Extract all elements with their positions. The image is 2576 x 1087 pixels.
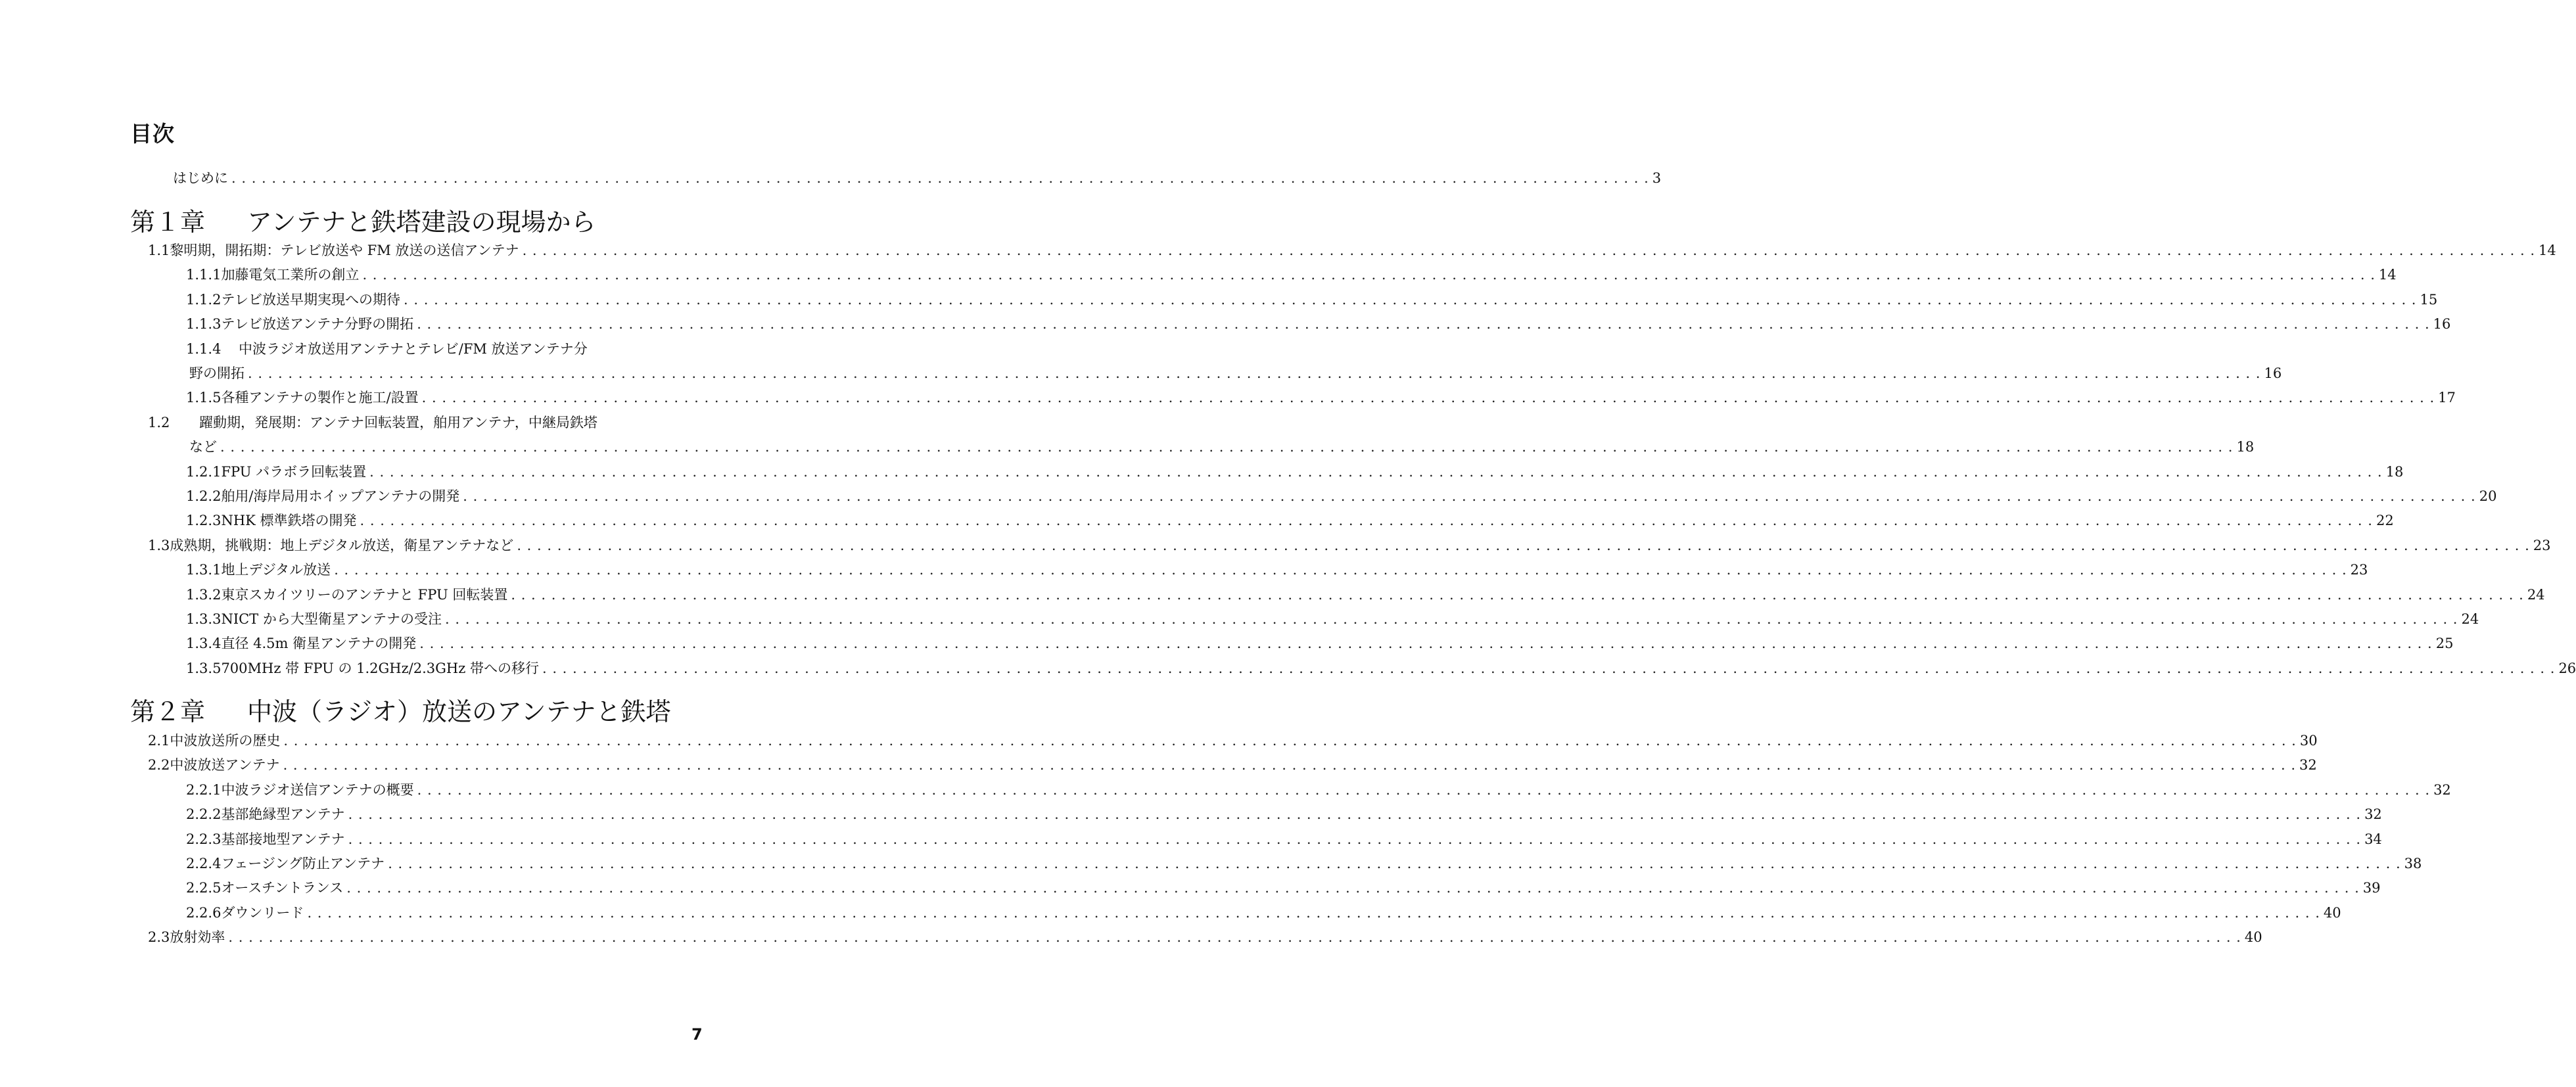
toc-entry-number: 1.3.5 <box>186 660 222 676</box>
toc-entry-label: ダウンリード <box>221 905 304 921</box>
toc-entry[interactable] <box>186 461 2404 483</box>
leader-dots: . . . . . . . . . . . . . . . . . . . . . . . . . . . . . . . . . . . . . . . . . . . . . . . . . . . . . . . . . . . . . . . . . . . . . . . . . . . . . . . . . . . . . . . . . . . . . . . . . . . . . . . . . . . . . . . . . . . . . . . . . . . . . . . . . . . . . . . . . . . . . . . . . . . . . . . . . . . . . . . . . . . . . . . . . . . . . . . . . . . . . . . . . . . . . . . . . . . . . . . . <box>421 390 2435 405</box>
toc-entry[interactable] <box>148 729 2318 752</box>
toc-entry-label: 黎明期，開拓期：テレビ放送や FM 放送の送信アンテナ <box>170 243 519 258</box>
leader-dots: . . . . . . . . . . . . . . . . . . . . . . . . . . . . . . . . . . . . . . . . . . . . . . . . . . . . . . . . . . . . . . . . . . . . . . . . . . . . . . . . . . . . . . . . . . . . . . . . . . . . . . . . . . . . . . . . . . . . . . . . . . . . . . . . . . . . . . . . . . . . . . . . . . . . . . . . . . . . . . . . . . . . . . . . . . . . . . . . . . . . . . . . . . . . . . . . . . . . . . . . <box>283 757 2297 773</box>
toc-entry-label: NICT から大型衛星アンテナの受注 <box>221 611 442 627</box>
toc-entry-page: 14 <box>2378 267 2397 283</box>
toc-entry-page: 38 <box>2404 856 2422 871</box>
toc-entry[interactable] <box>148 926 2262 948</box>
leader-dots: . . . . . . . . . . . . . . . . . . . . . . . . . . . . . . . . . . . . . . . . . . . . . . . . . . . . . . . . . . . . . . . . . . . . . . . . . . . . . . . . . . . . . . . . . . . . . . . . . . . . . . . . . . . . . . . . . . . . . . . . . . . . . . . . . . . . . . . . . . . . . . . . . . . . . . . . . . . . . . . . . . . . . . . . . . . . . . . . . . . . . . . . . . . . . . . . . . . . . . . . <box>542 660 2556 676</box>
toc-entry[interactable] <box>186 584 2545 606</box>
toc-entry-page: 39 <box>2362 880 2381 896</box>
toc-entry[interactable] <box>186 289 2438 311</box>
toc-entry[interactable] <box>148 754 2317 776</box>
toc-entry-number: 2.2.6 <box>186 905 222 921</box>
toc-entry[interactable] <box>186 559 2368 581</box>
toc-entry-page: 23 <box>2350 562 2368 578</box>
toc-entry-page: 40 <box>2323 905 2341 921</box>
toc-entry-page: 25 <box>2435 636 2454 651</box>
toc-entry-continuation[interactable] <box>189 436 2255 458</box>
chapter-number: 第２章 <box>130 697 206 726</box>
toc-entry-page: 16 <box>2264 365 2282 381</box>
leader-dots: . . . . . . . . . . . . . . . . . . . . . . . . . . . . . . . . . . . . . . . . . . . . . . . . . . . . . . . . . . . . . . . . . . . . . . . . . . . . . . . . . . . . . . . . . . . . . . . . . . . . . . . . . . . . . . . . . . . . . . . . . . . . . . . . . . . . . . . . . . . . . . . . . . . . . . . . . . . . . . . . . . . . . . . . . . . . . . . . . . . . . . . . . . . . . . . . . . . . . . . . <box>419 636 2433 651</box>
toc-entry[interactable] <box>186 338 649 360</box>
toc-entry-page: 30 <box>2299 733 2318 749</box>
leader-dots: . . . . . . . . . . . . . . . . . . . . . . . . . . . . . . . . . . . . . . . . . . . . . . . . . . . . . . . . . . . . . . . . . . . . . . . . . . . . . . . . . . . . . . . . . . . . . . . . . . . . . . . . . . . . . . . . . . . . . . . . . . . . . . . . . . . . . . . . . . . . . . . . . . . . . . . . . . . . . . . . . . . . . . . . . . . . . . . . . . . . . . . . . . . . . . . . . . . . . . . . <box>417 316 2430 332</box>
toc-entry-number: 2.3 <box>148 929 170 945</box>
toc-entry-number: 2.2.5 <box>186 880 222 896</box>
leader-dots: . . . . . . . . . . . . . . . . . . . . . . . . . . . . . . . . . . . . . . . . . . . . . . . . . . . . . . . . . . . . . . . . . . . . . . . . . . . . . . . . . . . . . . . . . . . . . . . . . . . . . . . . . . . . . . . . . . . . . . . . . . . . . . . . . . . . . . . . . . . . . . . . . . . . . . . . . . . . . . . . . . . . . . . . . . . . . . . . . . . . . . . . . . . . . . . . . . . . . . . . <box>517 538 2530 553</box>
toc-entry-label: 舶用/海岸局用ホイップアンテナの開発 <box>221 488 460 504</box>
toc-entry[interactable] <box>186 386 2456 409</box>
toc-entry-number: 1.1.2 <box>186 292 222 308</box>
page-number: 7 <box>691 1025 703 1044</box>
toc-entry[interactable] <box>186 657 2576 680</box>
toc-entry-label: 中波放送アンテナ <box>170 757 280 773</box>
toc-entry-number: 1.1.1 <box>186 267 222 283</box>
toc-entry-label-continued: 野の開拓 <box>189 365 245 381</box>
toc-entry-number: 1.2.3 <box>186 513 222 528</box>
toc-entry-label: 地上デジタル放送 <box>221 562 331 578</box>
toc-entry-label: 基部絶縁型アンテナ <box>221 806 345 822</box>
leader-dots: . . . . . . . . . . . . . . . . . . . . . . . . . . . . . . . . . . . . . . . . . . . . . . . . . . . . . . . . . . . . . . . . . . . . . . . . . . . . . . . . . . . . . . . . . . . . . . . . . . . . . . . . . . . . . . . . . . . . . . . . . . . . . . . . . . . . . . . . . . . . . . . . . . . . . . . . . . . . . . . . . . . . . . . . . . . . . . . . . . . . . . . . . . . . . . . . . . . . . . . . <box>362 267 2376 283</box>
toc-entry-label: テレビ放送アンテナ分野の開拓 <box>221 316 414 332</box>
toc-entry-page: 32 <box>2299 757 2317 773</box>
toc-entry-label: 直径 4.5m 衛星アンテナの開発 <box>221 636 417 651</box>
toc-entry-page: 14 <box>2539 243 2556 258</box>
toc-entry-number: 2.2.2 <box>186 806 222 822</box>
toc-entry-page: 15 <box>2420 292 2438 308</box>
toc-entry-label: 各種アンテナの製作と施工/設置 <box>221 390 419 405</box>
toc-entry-number: 1.3.3 <box>186 611 222 627</box>
toc-entry-number: 1.1.3 <box>186 316 222 332</box>
toc-entry-number: 1.2.2 <box>186 488 222 504</box>
toc-entry-number: 2.2.4 <box>186 856 222 871</box>
toc-entry-number: 1.3 <box>148 538 170 553</box>
toc-entry-number: 2.1 <box>148 733 170 749</box>
leader-dots: . . . . . . . . . . . . . . . . . . . . . . . . . . . . . . . . . . . . . . . . . . . . . . . . . . . . . . . . . . . . . . . . . . . . . . . . . . . . . . . . . . . . . . . . . . . . . . . . . . . . . . . . . . . . . . . . . . . . . . . . . . . . . . . . . . . . . . . . . . . . . <box>231 170 1649 186</box>
leader-dots: . . . . . . . . . . . . . . . . . . . . . . . . . . . . . . . . . . . . . . . . . . . . . . . . . . . . . . . . . . . . . . . . . . . . . . . . . . . . . . . . . . . . . . . . . . . . . . . . . . . . . . . . . . . . . . . . . . . . . . . . . . . . . . . . . . . . . . . . . . . . . . . . . . . . . . . . . . . . . . . . . . . . . . . . . . . . . . . . . . . . . . . . . . . . . . . . . . . . . . . . <box>360 513 2373 528</box>
toc-entry-label: 躍動期，発展期：アンテナ回転装置，舶用アンテナ，中継局鉄塔 <box>199 415 597 430</box>
toc-entry-page: 40 <box>2244 929 2262 945</box>
toc-entry[interactable] <box>186 852 2422 875</box>
leader-dots: . . . . . . . . . . . . . . . . . . . . . . . . . . . . . . . . . . . . . . . . . . . . . . . . . . . . . . . . . . . . . . . . . . . . . . . . . . . . . . . . . . . . . . . . . . . . . . . . . . . . . . . . . . . . . . . . . . . . . . . . . . . . . . . . . . . . . . . . . . . . . . . . . . . . . . . . . . . . . . . . . . . . . . . . . . . . . . . . . . . . . . . . . . . . . . . . . . . . . . . . <box>417 782 2431 798</box>
toc-entry-continuation[interactable] <box>189 362 2282 384</box>
toc-entry-label: オースチントランス <box>221 880 344 896</box>
toc-entry[interactable] <box>186 313 2451 335</box>
toc-entry-page: 22 <box>2376 513 2394 528</box>
toc-entry-label: はじめに <box>173 170 228 186</box>
chapter-heading-1 <box>130 206 596 239</box>
toc-entry[interactable] <box>186 803 2382 825</box>
leader-dots: . . . . . . . . . . . . . . . . . . . . . . . . . . . . . . . . . . . . . . . . . . . . . . . . . . . . . . . . . . . . . . . . . . . . . . . . . . . . . . . . . . . . . . . . . . . . . . . . . . . . . . . . . . . . . . . . . . . . . . . . . . . . . . . . . . . . . . . . . . . . . . . . . . . . . . . . . . . . . . . . . . . . . . . . . . . . . . . . . . . . . . . . . . . . . . . . . . . . . . . . <box>522 243 2536 258</box>
leader-dots: . . . . . . . . . . . . . . . . . . . . . . . . . . . . . . . . . . . . . . . . . . . . . . . . . . . . . . . . . . . . . . . . . . . . . . . . . . . . . . . . . . . . . . . . . . . . . . . . . . . . . . . . . . . . . . . . . . . . . . . . . . . . . . . . . . . . . . . . . . . . . . . . . . . . . . . . . . . . . . . . . . . . . . . . . . . . . . . . . . . . . . . . . . . . . . . . . . . . . . . . <box>283 733 2297 749</box>
chapter-title: 中波（ラジオ）放送のアンテナと鉄塔 <box>247 697 671 726</box>
leader-dots: . . . . . . . . . . . . . . . . . . . . . . . . . . . . . . . . . . . . . . . . . . . . . . . . . . . . . . . . . . . . . . . . . . . . . . . . . . . . . . . . . . . . . . . . . . . . . . . . . . . . . . . . . . . . . . . . . . . . . . . . . . . . . . . . . . . . . . . . . . . . . . . . . . . . . . . . . . . . . . . . . . . . . . . . . . . . . . . . . . . . . . . . . . . . . . . . . . . . . . . . <box>334 562 2347 578</box>
toc-entry-number: 2.2.1 <box>186 782 222 798</box>
toc-entry[interactable] <box>186 877 2381 899</box>
toc-entry-label: 基部接地型アンテナ <box>221 831 345 847</box>
toc-entry-page: 18 <box>2236 439 2255 455</box>
toc-entry-number: 2.2.3 <box>186 831 222 847</box>
toc-entry[interactable] <box>148 534 2551 557</box>
leader-dots: . . . . . . . . . . . . . . . . . . . . . . . . . . . . . . . . . . . . . . . . . . . . . . . . . . . . . . . . . . . . . . . . . . . . . . . . . . . . . . . . . . . . . . . . . . . . . . . . . . . . . . . . . . . . . . . . . . . . . . . . . . . . . . . . . . . . . . . . . . . . . . . . . . . . . . . . . . . . . . . . . . . . . . . . . . . . . . . . . . . . . . . . . . . . . . . . . . . . . . . . <box>404 292 2417 308</box>
toc-entry-number: 1.2.1 <box>186 464 222 480</box>
toc-entry[interactable] <box>148 239 2556 262</box>
leader-dots: . . . . . . . . . . . . . . . . . . . . . . . . . . . . . . . . . . . . . . . . . . . . . . . . . . . . . . . . . . . . . . . . . . . . . . . . . . . . . . . . . . . . . . . . . . . . . . . . . . . . . . . . . . . . . . . . . . . . . . . . . . . . . . . . . . . . . . . . . . . . . . . . . . . . . . . . . . . . . . . . . . . . . . . . . . . . . . . . . . . . . . . . . . . . . . . . . . . . . . . . <box>445 611 2458 627</box>
toc-entry-page: 16 <box>2433 316 2451 332</box>
toc-entry-label: 成熟期，挑戦期：地上デジタル放送，衛星アンテナなど <box>170 538 514 553</box>
chapter-heading-2 <box>130 695 670 728</box>
toc-entry[interactable] <box>186 828 2382 850</box>
toc-entry-number: 1.1.5 <box>186 390 222 405</box>
leader-dots: . . . . . . . . . . . . . . . . . . . . . . . . . . . . . . . . . . . . . . . . . . . . . . . . . . . . . . . . . . . . . . . . . . . . . . . . . . . . . . . . . . . . . . . . . . . . . . . . . . . . . . . . . . . . . . . . . . . . . . . . . . . . . . . . . . . . . . . . . . . . . . . . . . . . . . . . . . . . . . . . . . . . . . . . . . . . . . . . . . . . . . . . . . . . . . . . . . . . . . . . <box>511 587 2524 603</box>
chapter-number: 第１章 <box>130 208 206 237</box>
toc-entry-label: 放射効率 <box>170 929 225 945</box>
leader-dots: . . . . . . . . . . . . . . . . . . . . . . . . . . . . . . . . . . . . . . . . . . . . . . . . . . . . . . . . . . . . . . . . . . . . . . . . . . . . . . . . . . . . . . . . . . . . . . . . . . . . . . . . . . . . . . . . . . . . . . . . . . . . . . . . . . . . . . . . . . . . . . . . . . . . . . . . . . . . . . . . . . . . . . . . . . . . . . . . . . . . . . . . . . . . . . . . . . . . . . . . <box>248 365 2261 381</box>
toc-entry[interactable] <box>186 779 2451 801</box>
toc-entry-page: 32 <box>2364 806 2382 822</box>
toc-entry-page: 3 <box>1652 170 1662 186</box>
leader-dots: . . . . . . . . . . . . . . . . . . . . . . . . . . . . . . . . . . . . . . . . . . . . . . . . . . . . . . . . . . . . . . . . . . . . . . . . . . . . . . . . . . . . . . . . . . . . . . . . . . . . . . . . . . . . . . . . . . . . . . . . . . . . . . . . . . . . . . . . . . . . . . . . . . . . . . . . . . . . . . . . . . . . . . . . . . . . . . . . . . . . . . . . . . . . . . . . . . . . . . . . <box>348 806 2362 822</box>
toc-entry-page: 24 <box>2461 611 2479 627</box>
leader-dots: . . . . . . . . . . . . . . . . . . . . . . . . . . . . . . . . . . . . . . . . . . . . . . . . . . . . . . . . . . . . . . . . . . . . . . . . . . . . . . . . . . . . . . . . . . . . . . . . . . . . . . . . . . . . . . . . . . . . . . . . . . . . . . . . . . . . . . . . . . . . . . . . . . . . . . . . . . . . . . . . . . . . . . . . . . . . . . . . . . . . . . . . . . . . . . . . . . . . . . . . <box>228 929 2241 945</box>
toc-entry-page: 32 <box>2433 782 2451 798</box>
leader-dots: . . . . . . . . . . . . . . . . . . . . . . . . . . . . . . . . . . . . . . . . . . . . . . . . . . . . . . . . . . . . . . . . . . . . . . . . . . . . . . . . . . . . . . . . . . . . . . . . . . . . . . . . . . . . . . . . . . . . . . . . . . . . . . . . . . . . . . . . . . . . . . . . . . . . . . . . . . . . . . . . . . . . . . . . . . . . . . . . . . . . . . . . . . . . . . . . . . . . . . . . <box>388 856 2401 871</box>
toc-entry-page: 24 <box>2527 587 2545 603</box>
toc-entry-page: 34 <box>2364 831 2382 847</box>
leader-dots: . . . . . . . . . . . . . . . . . . . . . . . . . . . . . . . . . . . . . . . . . . . . . . . . . . . . . . . . . . . . . . . . . . . . . . . . . . . . . . . . . . . . . . . . . . . . . . . . . . . . . . . . . . . . . . . . . . . . . . . . . . . . . . . . . . . . . . . . . . . . . . . . . . . . . . . . . . . . . . . . . . . . . . . . . . . . . . . . . . . . . . . . . . . . . . . . . . . . . . . . <box>369 464 2383 480</box>
toc-entry[interactable] <box>186 485 2497 507</box>
toc-entry[interactable] <box>186 632 2454 655</box>
toc-entry-label-continued: など <box>189 439 217 455</box>
toc-entry-label: FPU パラボラ回転装置 <box>221 464 367 480</box>
toc-entry-number: 1.2 <box>148 415 170 430</box>
toc-entry-page: 18 <box>2385 464 2404 480</box>
toc-entry-label: 中波ラジオ送信アンテナの概要 <box>221 782 414 798</box>
toc-entry-intro[interactable] <box>173 167 1662 189</box>
toc-entry[interactable] <box>186 608 2479 630</box>
toc-entry-number: 1.3.1 <box>186 562 222 578</box>
toc-entry-label: 700MHz 帯 FPU の 1.2GHz/2.3GHz 帯への移行 <box>221 660 539 676</box>
toc-entry-label: テレビ放送早期実現への期待 <box>221 292 401 308</box>
toc-entry-page: 23 <box>2533 538 2551 553</box>
leader-dots: . . . . . . . . . . . . . . . . . . . . . . . . . . . . . . . . . . . . . . . . . . . . . . . . . . . . . . . . . . . . . . . . . . . . . . . . . . . . . . . . . . . . . . . . . . . . . . . . . . . . . . . . . . . . . . . . . . . . . . . . . . . . . . . . . . . . . . . . . . . . . . . . . . . . . . . . . . . . . . . . . . . . . . . . . . . . . . . . . . . . . . . . . . . . . . . . . . . . . . . . <box>348 831 2362 847</box>
toc-entry-page: 26 <box>2558 660 2576 676</box>
toc-entry[interactable] <box>186 902 2341 924</box>
toc-entry-page: 17 <box>2438 390 2456 405</box>
page-title: 目次 <box>130 121 175 147</box>
toc-entry-label: 加藤電気工業所の創立 <box>221 267 360 283</box>
leader-dots: . . . . . . . . . . . . . . . . . . . . . . . . . . . . . . . . . . . . . . . . . . . . . . . . . . . . . . . . . . . . . . . . . . . . . . . . . . . . . . . . . . . . . . . . . . . . . . . . . . . . . . . . . . . . . . . . . . . . . . . . . . . . . . . . . . . . . . . . . . . . . . . . . . . . . . . . . . . . . . . . . . . . . . . . . . . . . . . . . . . . . . . . . . . . . . . . . . . . . . . . <box>346 880 2360 896</box>
toc-entry[interactable] <box>148 411 649 434</box>
toc-entry-number: 1.1.4 <box>186 341 222 357</box>
toc-entry-number: 2.2 <box>148 757 170 773</box>
leader-dots: . . . . . . . . . . . . . . . . . . . . . . . . . . . . . . . . . . . . . . . . . . . . . . . . . . . . . . . . . . . . . . . . . . . . . . . . . . . . . . . . . . . . . . . . . . . . . . . . . . . . . . . . . . . . . . . . . . . . . . . . . . . . . . . . . . . . . . . . . . . . . . . . . . . . . . . . . . . . . . . . . . . . . . . . . . . . . . . . . . . . . . . . . . . . . . . . . . . . . . . . <box>463 488 2476 504</box>
toc-entry-number: 1.3.2 <box>186 587 222 603</box>
toc-entry-label: 東京スカイツリーのアンテナと FPU 回転装置 <box>221 587 508 603</box>
toc-entry-number: 1.3.4 <box>186 636 222 651</box>
leader-dots: . . . . . . . . . . . . . . . . . . . . . . . . . . . . . . . . . . . . . . . . . . . . . . . . . . . . . . . . . . . . . . . . . . . . . . . . . . . . . . . . . . . . . . . . . . . . . . . . . . . . . . . . . . . . . . . . . . . . . . . . . . . . . . . . . . . . . . . . . . . . . . . . . . . . . . . . . . . . . . . . . . . . . . . . . . . . . . . . . . . . . . . . . . . . . . . . . . . . . . . . <box>220 439 2234 455</box>
toc-entry-page: 20 <box>2479 488 2497 504</box>
chapter-title: アンテナと鉄塔建設の現場から <box>247 208 596 237</box>
toc-entry[interactable] <box>186 264 2397 286</box>
toc-entry[interactable] <box>186 509 2394 532</box>
toc-entry-label: NHK 標準鉄塔の開発 <box>221 513 357 528</box>
toc-entry-label: フェージング防止アンテナ <box>221 856 385 871</box>
toc-entry-label: 中波ラジオ放送用アンテナとテレビ/FM 放送アンテナ分 <box>239 341 588 357</box>
toc-entry-number: 1.1 <box>148 243 170 258</box>
toc-entry-label: 中波放送所の歴史 <box>170 733 281 749</box>
leader-dots: . . . . . . . . . . . . . . . . . . . . . . . . . . . . . . . . . . . . . . . . . . . . . . . . . . . . . . . . . . . . . . . . . . . . . . . . . . . . . . . . . . . . . . . . . . . . . . . . . . . . . . . . . . . . . . . . . . . . . . . . . . . . . . . . . . . . . . . . . . . . . . . . . . . . . . . . . . . . . . . . . . . . . . . . . . . . . . . . . . . . . . . . . . . . . . . . . . . . . . . . <box>307 905 2320 921</box>
